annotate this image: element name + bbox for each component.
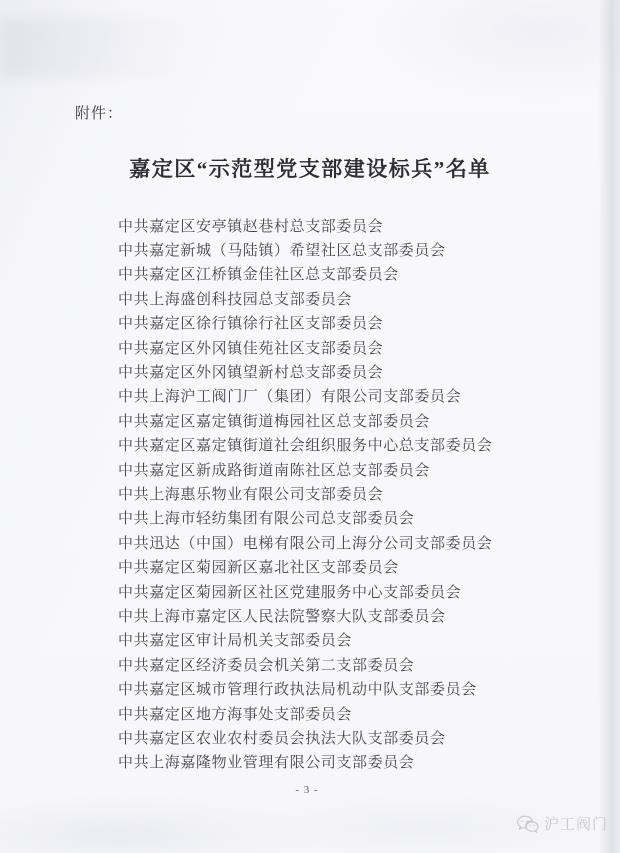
list-item: 中共上海盛创科技园总支部委员会 xyxy=(118,291,353,308)
list-item: 中共嘉定区城市管理行政执法局机动中队支部委员会 xyxy=(118,682,477,699)
list-item: 中共嘉定区地方海事处支部委员会 xyxy=(118,706,353,723)
list-item: 中共上海惠乐物业有限公司支部委员会 xyxy=(118,486,384,503)
list-item: 中共嘉定区嘉定镇街道社会组织服务中心总支部委员会 xyxy=(118,438,493,455)
wechat-logo-icon xyxy=(516,815,540,833)
watermark xyxy=(516,813,608,834)
list-item: 中共嘉定区嘉定镇街道梅园社区总支部委员会 xyxy=(118,413,431,430)
list-item: 中共上海嘉隆物业管理有限公司支部委员会 xyxy=(118,755,415,772)
page-title: 嘉定区“示范型党支部建设标兵”名单 xyxy=(129,157,491,181)
list-item: 中共嘉定区经济委员会机关第二支部委员会 xyxy=(118,657,415,674)
list-item: 中共嘉定区安亭镇赵巷村总支部委员会 xyxy=(118,218,384,235)
list-item: 中共嘉定区外冈镇望新村总支部委员会 xyxy=(118,365,384,382)
list-item: 中共嘉定区外冈镇佳苑社区支部委员会 xyxy=(118,340,384,357)
list-item: 中共上海市轻纺集团有限公司总支部委员会 xyxy=(118,511,415,528)
list-item: 中共嘉定区菊园新区社区党建服务中心支部委员会 xyxy=(118,584,462,601)
list-item: 中共上海市嘉定区人民法院警察大队支部委员会 xyxy=(118,608,446,625)
list-item: 中共上海沪工阀门厂（集团）有限公司支部委员会 xyxy=(118,389,462,406)
page-number: - 3 - xyxy=(295,784,319,796)
list-item: 中共嘉定区审计局机关支部委员会 xyxy=(118,633,353,650)
list-item: 中共嘉定区菊园新区嘉北社区支部委员会 xyxy=(118,560,399,577)
list-item: 中共嘉定区徐行镇徐行社区支部委员会 xyxy=(118,316,384,333)
org-list xyxy=(118,213,598,774)
list-item: 中共迅达（中国）电梯有限公司上海分公司支部委员会 xyxy=(118,535,493,552)
list-item: 中共嘉定区新成路街道南陈社区总支部委员会 xyxy=(118,462,431,479)
list-item: 中共嘉定区江桥镇金佳社区总支部委员会 xyxy=(118,267,399,284)
list-item: 中共嘉定新城（马陆镇）希望社区总支部委员会 xyxy=(118,243,446,260)
scan-shading xyxy=(0,18,300,78)
list-item: 中共嘉定区农业农村委员会执法大队支部委员会 xyxy=(118,730,446,747)
attachment-label: 附件： xyxy=(75,106,124,122)
watermark-text: 沪工阀门 xyxy=(543,816,608,833)
